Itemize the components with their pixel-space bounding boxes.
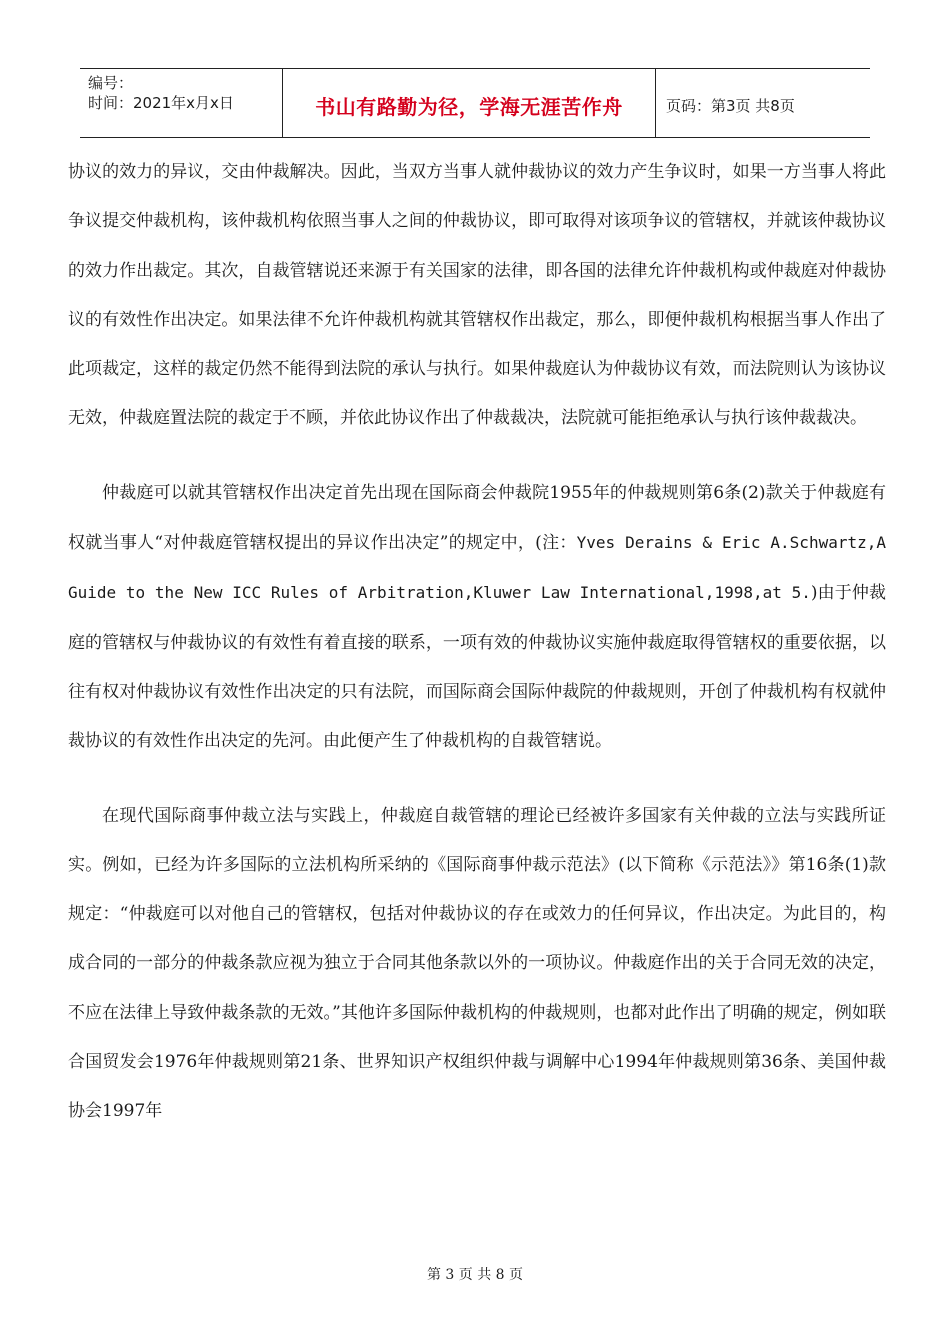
citation-text: Yves Derains & Eric A.Schwartz,A Guide to the New ICC Rules of Arbitration,Kluwer Law International,1998,at 5. xyxy=(68,533,887,603)
header-meta-cell xyxy=(80,69,283,137)
paragraph-2-text-b: )由于仲裁庭的管辖权与仲裁协议的有效性有着直接的联系，一项有效的仲裁协议实施仲裁庭取得管辖权的重要依据，以往有权对仲裁协议有效性作出决定的只有法院，而国际商会国际仲裁院的仲裁规则，开创了仲裁机构有权就仲裁协议的有效性作出决定的先河。由此便产生了仲裁机构的自裁管辖说。 xyxy=(68,583,886,752)
paragraph-2 xyxy=(68,469,886,767)
header-motto-cell xyxy=(283,69,656,137)
paragraph-spacer xyxy=(68,767,886,792)
header-motto: 书山有路勤为径，学海无涯苦作舟 xyxy=(315,94,623,119)
page-footer: 第 3 页 共 8 页 xyxy=(426,1267,524,1283)
page-header xyxy=(80,68,870,138)
doc-code-label: 编号： xyxy=(88,74,134,92)
paragraph-3: 在现代国际商事仲裁立法与实践上，仲裁庭自裁管辖的理论已经被许多国家有关仲裁的立法与实践所证实。例如，已经为许多国际的立法机构所采纳的《国际商事仲裁示范法》(以下简称《示范法》》第16条(1)款规定：“仲裁庭可以对他自己的管辖权，包括对仲裁协议的存在或效力的任何异议，作出决定。为此目的，构成合同的一部分的仲裁条款应视为独立于合同其他条款以外的一项协议。仲裁庭作出的关于合同无效的决定，不应在法律上导致仲裁条款的无效。”其他许多国际仲裁机构的仲裁规则，也都对此作出了明确的规定，例如联合国贸发会1976年仲裁规则第21条、世界知识产权组织仲裁与调解中心1994年仲裁规则第36条、美国仲裁协会1997年 xyxy=(68,805,886,1122)
paragraph-spacer xyxy=(68,444,886,469)
header-page-cell xyxy=(656,69,870,137)
paragraph-2-text-a: 仲裁庭可以就其管辖权作出决定首先出现在国际商会仲裁院1955年的仲裁规则第6条(2)款关于仲裁庭有权就当事人“对仲裁庭管辖权提出的异议作出决定”的规定中，(注： xyxy=(68,482,886,554)
document-body xyxy=(68,148,886,1137)
header-page-info: 页码：第3页 共8页 xyxy=(666,96,795,115)
doc-time-label: 时间：2021年x月x日 xyxy=(88,94,234,112)
paragraph-1: 协议的效力的异议，交由仲裁解决。因此，当双方当事人就仲裁协议的效力产生争议时，如果一方当事人将此争议提交仲裁机构，该仲裁机构依照当事人之间的仲裁协议，即可取得对该项争议的管辖权，并就该仲裁协议的效力作出裁定。其次，自裁管辖说还来源于有关国家的法律，即各国的法律允许仲裁机构或仲裁庭对仲裁协议的有效性作出决定。如果法律不允许仲裁机构就其管辖权作出裁定，那么，即便仲裁机构根据当事人作出了此项裁定，这样的裁定仍然不能得到法院的承认与执行。如果仲裁庭认为仲裁协议有效，而法院则认为该协议无效，仲裁庭置法院的裁定于不顾，并依此协议作出了仲裁裁决，法院就可能拒绝承认与执行该仲裁裁决。 xyxy=(68,162,886,429)
